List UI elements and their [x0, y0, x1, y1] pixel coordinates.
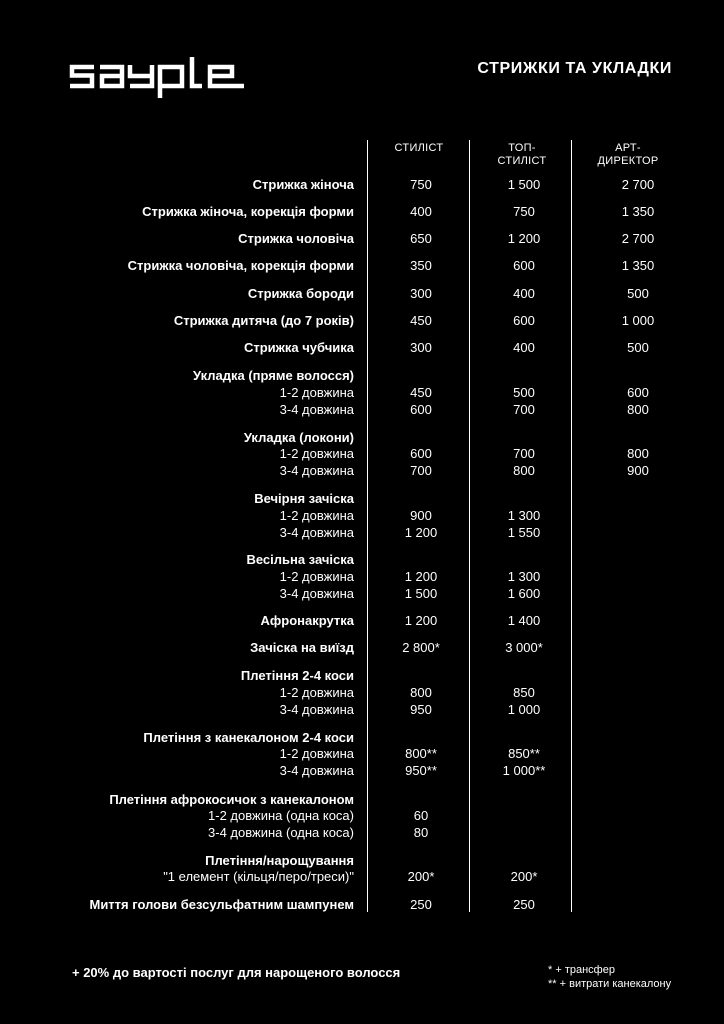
- price-cell: 200*: [407, 869, 435, 884]
- service-name: Весільна зачіска: [246, 552, 354, 567]
- service-subrow: [0, 463, 724, 479]
- column-header-art-director: АРТ- ДИРЕКТОР: [597, 142, 659, 167]
- legend-item: ** + витрати канекалону: [548, 978, 672, 990]
- price-cell: 800: [513, 463, 535, 478]
- service-subrow: [0, 446, 724, 462]
- service-name: Плетіння афрокосичок з канекалоном: [109, 792, 354, 807]
- service-name: 1-2 довжина: [279, 446, 354, 461]
- price-cell: 850**: [508, 746, 540, 761]
- price-cell: 80: [413, 825, 429, 840]
- price-cell: 950: [410, 702, 432, 717]
- price-cell: 1 350: [621, 258, 655, 273]
- service-row: [0, 668, 724, 684]
- footer-note: + 20% до вартості послуг для нарощеного волосся: [72, 965, 401, 980]
- price-cell: 400: [513, 340, 535, 355]
- price-cell: 400: [410, 204, 432, 219]
- service-name: 3-4 довжина: [279, 702, 354, 717]
- price-cell: 750: [410, 177, 432, 192]
- service-subrow: [0, 385, 724, 401]
- service-row: [0, 340, 724, 356]
- price-cell: 500: [513, 385, 535, 400]
- service-subrow: [0, 746, 724, 762]
- price-cell: 1 200: [404, 613, 438, 628]
- service-name: 1-2 довжина: [279, 508, 354, 523]
- service-subrow: [0, 825, 724, 841]
- price-cell: 1 500: [507, 177, 541, 192]
- service-row: [0, 792, 724, 808]
- service-row: [0, 491, 724, 507]
- service-name: 1-2 довжина: [279, 746, 354, 761]
- service-subrow: [0, 586, 724, 602]
- price-cell: 1 300: [507, 508, 541, 523]
- service-name: 3-4 довжина: [279, 763, 354, 778]
- price-cell: 1 300: [507, 569, 541, 584]
- price-cell: 2 700: [621, 177, 655, 192]
- service-name: 3-4 довжина: [279, 463, 354, 478]
- price-cell: 300: [410, 340, 432, 355]
- service-name: 3-4 довжина: [279, 402, 354, 417]
- service-name: Плетіння 2-4 коси: [240, 668, 354, 683]
- service-subrow: [0, 702, 724, 718]
- service-name: Миття голови безсульфатним шампунем: [89, 897, 354, 912]
- service-name: Укладка (пряме волосся): [192, 368, 354, 383]
- price-cell: 1 000: [621, 313, 655, 328]
- price-cell: 900: [627, 463, 649, 478]
- service-name: Укладка (локони): [243, 430, 354, 445]
- price-cell: 1 600: [507, 586, 541, 601]
- service-name: Плетіння/нарощування: [205, 853, 354, 868]
- service-subrow: [0, 763, 724, 779]
- price-cell: 1 500: [404, 586, 438, 601]
- service-row: [0, 204, 724, 220]
- price-cell: 700: [513, 446, 535, 461]
- price-cell: 500: [627, 286, 649, 301]
- service-name: Стрижка бороди: [247, 286, 354, 301]
- price-cell: 500: [627, 340, 649, 355]
- price-cell: 1 200: [507, 231, 541, 246]
- price-cell: 950**: [405, 763, 437, 778]
- sayple-logo: [68, 56, 248, 98]
- service-name: Вечірня зачіска: [254, 491, 354, 506]
- service-row: [0, 730, 724, 746]
- price-cell: 1 000**: [502, 763, 546, 778]
- price-cell: 450: [410, 313, 432, 328]
- price-cell: 650: [410, 231, 432, 246]
- column-header-stylist: СТИЛІСТ: [394, 142, 444, 154]
- price-cell: 1 350: [621, 204, 655, 219]
- price-cell: 3 000*: [505, 640, 543, 655]
- service-name: Стрижка жіноча: [252, 177, 354, 192]
- legend-item: * + трансфер: [548, 964, 615, 976]
- service-row: [0, 552, 724, 568]
- service-row: [0, 613, 724, 629]
- price-cell: 700: [513, 402, 535, 417]
- service-subrow: [0, 525, 724, 541]
- service-row: [0, 853, 724, 869]
- price-cell: 300: [410, 286, 432, 301]
- service-name: 3-4 довжина: [279, 525, 354, 540]
- price-cell: 2 700: [621, 231, 655, 246]
- service-name: 3-4 довжина: [279, 586, 354, 601]
- price-cell: 1 400: [507, 613, 541, 628]
- service-name: 1-2 довжина (одна коса): [208, 808, 354, 823]
- price-cell: 1 200: [404, 569, 438, 584]
- service-name: 1-2 довжина: [279, 569, 354, 584]
- price-cell: 1 000: [507, 702, 541, 717]
- service-subrow: [0, 869, 724, 885]
- service-row: [0, 177, 724, 193]
- service-row: [0, 231, 724, 247]
- service-name: 1-2 довжина: [279, 385, 354, 400]
- price-cell: 2 800*: [402, 640, 440, 655]
- price-cell: 900: [410, 508, 432, 523]
- price-cell: 600: [627, 385, 649, 400]
- service-subrow: [0, 808, 724, 824]
- legend: [548, 963, 671, 991]
- price-cell: 250: [513, 897, 535, 912]
- service-name: Плетіння з канекалоном 2-4 коси: [143, 730, 354, 745]
- service-name: Зачіска на виїзд: [250, 640, 354, 655]
- price-cell: 250: [410, 897, 432, 912]
- service-row: [0, 286, 724, 302]
- service-row: [0, 640, 724, 656]
- price-cell: 800: [627, 446, 649, 461]
- service-row: [0, 313, 724, 329]
- service-row: [0, 368, 724, 384]
- service-name: Стрижка дитяча (до 7 років): [173, 313, 354, 328]
- price-cell: 800: [627, 402, 649, 417]
- service-name: Афронакрутка: [260, 613, 354, 628]
- service-subrow: [0, 569, 724, 585]
- service-name: Стрижка жіноча, корекція форми: [142, 204, 354, 219]
- price-cell: 1 550: [507, 525, 541, 540]
- price-cell: 60: [413, 808, 429, 823]
- service-name: Стрижка чоловіча: [238, 231, 354, 246]
- price-cell: 1 200: [404, 525, 438, 540]
- service-subrow: [0, 402, 724, 418]
- service-row: [0, 258, 724, 274]
- price-cell: 800**: [405, 746, 437, 761]
- service-row: [0, 430, 724, 446]
- price-cell: 850: [513, 685, 535, 700]
- service-row: [0, 897, 724, 913]
- price-cell: 800: [410, 685, 432, 700]
- service-subrow: [0, 685, 724, 701]
- price-cell: 700: [410, 463, 432, 478]
- service-name: Стрижка чоловіча, корекція форми: [127, 258, 354, 273]
- column-header-top-stylist: ТОП- СТИЛІСТ: [497, 142, 547, 167]
- price-cell: 400: [513, 286, 535, 301]
- price-cell: 200*: [510, 869, 538, 884]
- page-title: СТРИЖКИ ТА УКЛАДКИ: [477, 60, 672, 77]
- price-cell: 350: [410, 258, 432, 273]
- price-cell: 450: [410, 385, 432, 400]
- price-cell: 600: [410, 402, 432, 417]
- price-cell: 600: [513, 258, 535, 273]
- price-cell: 600: [513, 313, 535, 328]
- price-cell: 600: [410, 446, 432, 461]
- price-cell: 750: [513, 204, 535, 219]
- service-name: "1 елемент (кільця/перо/треси)": [163, 869, 354, 884]
- service-name: Стрижка чубчика: [243, 340, 354, 355]
- service-subrow: [0, 508, 724, 524]
- service-name: 1-2 довжина: [279, 685, 354, 700]
- service-name: 3-4 довжина (одна коса): [208, 825, 354, 840]
